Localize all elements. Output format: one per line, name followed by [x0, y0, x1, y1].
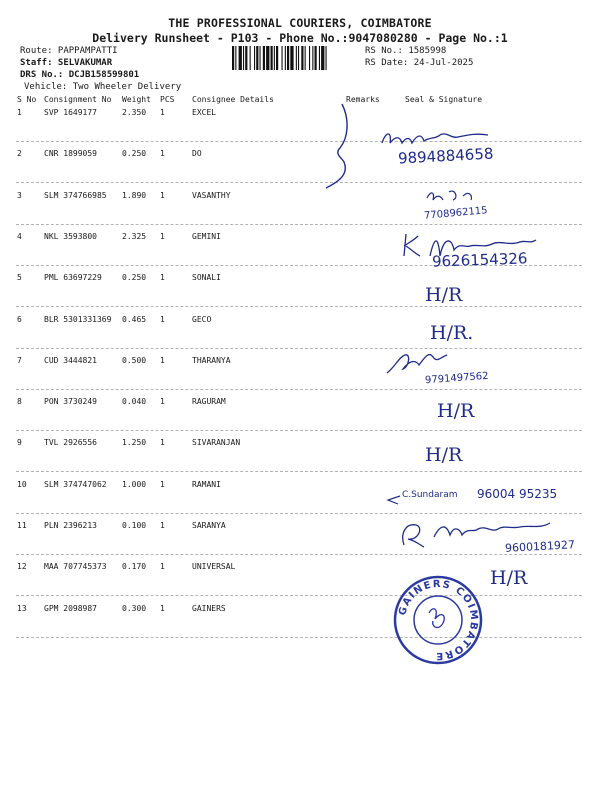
row-pcs: 1: [160, 562, 165, 572]
barcode-bar: [274, 46, 275, 70]
col-seal-header: Seal & Signature: [405, 95, 483, 104]
row-pcs: 1: [160, 397, 165, 407]
row-sno: 11: [17, 521, 27, 530]
barcode-bar: [305, 46, 306, 70]
row-weight: 0.040: [122, 397, 147, 407]
row-consignment-no: PML 63697229: [44, 273, 102, 283]
row-consignment-no: NKL 3593800: [44, 231, 97, 241]
row-pcs: 1: [160, 521, 165, 530]
row-consignee: RAGURAM: [192, 397, 226, 407]
row-pcs: 1: [160, 149, 165, 159]
row-separator: [16, 306, 582, 307]
barcode-bar: [276, 46, 278, 70]
barcode-bar: [245, 46, 247, 70]
document-title: THE PROFESSIONAL COURIERS, COIMBATORE: [168, 16, 432, 30]
row-consignee: UNIVERSAL: [192, 562, 236, 572]
table-row: [0, 108, 600, 149]
table-row: [0, 273, 600, 314]
row-separator: [16, 389, 582, 390]
row-consignment-no: SLM 374766985: [44, 190, 107, 200]
route-label: Route: PAPPAMPATTI: [20, 46, 118, 56]
table-row: [0, 356, 600, 397]
hr-mark-row-6: H/R.: [430, 322, 474, 344]
name-row-10: C.Sundaram: [402, 490, 458, 500]
row-separator: [16, 430, 582, 431]
row-sno: 4: [17, 231, 22, 241]
row-consignee: SIVARANJAN: [192, 438, 241, 448]
barcode-bar: [321, 46, 324, 70]
row-consignment-no: MAA 707745373: [44, 562, 107, 572]
phone-row-12: 9600181927: [504, 538, 576, 555]
row-consignment-no: BLR 5301331369: [44, 314, 112, 324]
barcode-bar: [271, 46, 273, 70]
row-sno: 2: [17, 149, 22, 159]
row-pcs: 1: [160, 438, 165, 448]
row-consignment-no: CNR 1899059: [44, 149, 97, 159]
table-row: [0, 604, 600, 645]
phone-row-4: 9626154326: [431, 249, 528, 271]
phone-row-10: 96004 95235: [477, 487, 558, 501]
row-sno: 10: [17, 479, 27, 489]
barcode-bar: [250, 46, 251, 70]
row-pcs: 1: [160, 190, 165, 200]
barcode-bar: [326, 46, 327, 70]
barcode-bar: [319, 46, 320, 70]
row-separator: [16, 513, 582, 514]
row-separator: [16, 637, 582, 638]
row-sno: 8: [17, 397, 22, 407]
row-weight: 2.350: [122, 108, 147, 117]
barcode-bar: [256, 46, 258, 70]
row-consignment-no: PLN 2396213: [44, 521, 97, 530]
signature-row-3: [425, 186, 485, 206]
row-separator: [16, 182, 582, 183]
staff-label: Staff: SELVAKUMAR: [20, 58, 113, 68]
row-separator: [16, 348, 582, 349]
row-consignment-no: TVL 2926556: [44, 438, 97, 448]
row-consignee: GEMINI: [192, 231, 221, 241]
barcode-bar: [260, 46, 261, 70]
row-sno: 1: [17, 108, 22, 117]
barcode-bar: [296, 46, 297, 70]
row-separator: [16, 595, 582, 596]
row-pcs: 1: [160, 355, 165, 365]
row-weight: 0.300: [122, 603, 147, 613]
barcode-bar: [290, 46, 293, 70]
row-sno: 7: [17, 355, 22, 365]
runsheet-subtitle: Delivery Runsheet - P103 - Phone No.:9047080280 - Page No.:1: [92, 31, 508, 45]
row-weight: 1.890: [122, 190, 147, 200]
row-consignee: SONALI: [192, 273, 221, 283]
phone-row-7: 9791497562: [424, 370, 489, 387]
barcode-bar: [263, 46, 265, 70]
table-row: [0, 397, 600, 438]
col-weight-header: Weight: [122, 95, 151, 104]
row-weight: 1.250: [122, 438, 147, 448]
arrow-row-10: [384, 492, 404, 506]
hr-mark-row-8: H/R: [437, 400, 475, 422]
row-weight: 0.100: [122, 521, 147, 530]
svg-text:GAINERS COIMBATORE: GAINERS COIMBATORE: [397, 578, 480, 662]
row-consignee: DO: [192, 149, 202, 159]
row-pcs: 1: [160, 314, 165, 324]
barcode-bar: [309, 46, 310, 70]
barcode-bar: [235, 46, 236, 70]
hr-mark-row-13: H/R: [490, 567, 528, 589]
table-row: [0, 315, 600, 356]
row-consignment-no: CUD 3444821: [44, 355, 97, 365]
barcode-bar: [232, 46, 234, 70]
row-pcs: 1: [160, 108, 165, 117]
row-sno: 9: [17, 438, 22, 448]
barcode-bar: [315, 46, 317, 70]
hr-mark-row-9: H/R: [425, 444, 463, 466]
row-pcs: 1: [160, 231, 165, 241]
col-consignment-header: Consignment No: [44, 95, 112, 104]
barcode-bar: [298, 46, 299, 70]
row-consignee: VASANTHY: [192, 190, 231, 200]
row-consignee: RAMANI: [192, 479, 221, 489]
row-weight: 1.000: [122, 479, 147, 489]
barcode-bar: [312, 46, 313, 70]
row-consignee: THARANYA: [192, 355, 231, 365]
drs-number: DRS No.: DCJB158599801: [20, 70, 140, 80]
row-pcs: 1: [160, 479, 165, 489]
row-consignment-no: PON 3730249: [44, 397, 97, 407]
hr-mark-row-5: H/R: [425, 284, 463, 306]
row-consignment-no: GPM 2098987: [44, 603, 97, 613]
row-sno: 6: [17, 314, 22, 324]
row-consignee: EXCEL: [192, 108, 217, 117]
barcode-bar: [287, 46, 289, 70]
table-row: [0, 438, 600, 479]
row-consignment-no: SLM 374747062: [44, 479, 107, 489]
row-consignee: GECO: [192, 314, 212, 324]
barcode-bar: [266, 46, 269, 70]
row-sno: 3: [17, 190, 22, 200]
phone-row-3: 7708962115: [423, 205, 488, 222]
col-remarks-header: Remarks: [346, 95, 380, 104]
barcode-bar: [243, 46, 244, 70]
row-sno: 13: [17, 603, 27, 613]
row-weight: 0.500: [122, 355, 147, 365]
barcode-bar: [285, 46, 286, 70]
table-row: [0, 149, 600, 190]
remarks-bracket-scribble: [320, 100, 360, 190]
phone-row-1: 9894884658: [397, 144, 494, 168]
row-separator: [16, 471, 582, 472]
row-weight: 0.465: [122, 314, 147, 324]
col-pcs-header: PCS: [160, 95, 175, 104]
barcode-bar: [301, 46, 303, 70]
row-weight: 0.250: [122, 149, 147, 159]
row-pcs: 1: [160, 273, 165, 283]
row-weight: 0.170: [122, 562, 147, 572]
vehicle-label: Vehicle: Two Wheeler Delivery: [24, 82, 182, 92]
table-row: [0, 191, 600, 232]
barcode-bar: [239, 46, 242, 70]
company-seal-stamp: [393, 575, 483, 665]
col-sno-header: S No: [17, 95, 37, 104]
row-sno: 12: [17, 562, 27, 572]
row-weight: 2.325: [122, 231, 147, 241]
barcode: [232, 46, 357, 70]
rs-number: RS No.: 1585998: [365, 46, 447, 56]
barcode-bar: [282, 46, 283, 70]
row-consignee: GAINERS: [192, 603, 226, 613]
row-consignee: SARANYA: [192, 521, 226, 530]
row-sno: 5: [17, 273, 22, 283]
rs-date: RS Date: 24-Jul-2025: [365, 58, 474, 68]
row-separator: [16, 224, 582, 225]
row-pcs: 1: [160, 603, 165, 613]
row-consignment-no: SVP 1649177: [44, 108, 97, 117]
col-consignee-header: Consignee Details: [192, 95, 274, 104]
barcode-bar: [254, 46, 255, 70]
row-weight: 0.250: [122, 273, 147, 283]
